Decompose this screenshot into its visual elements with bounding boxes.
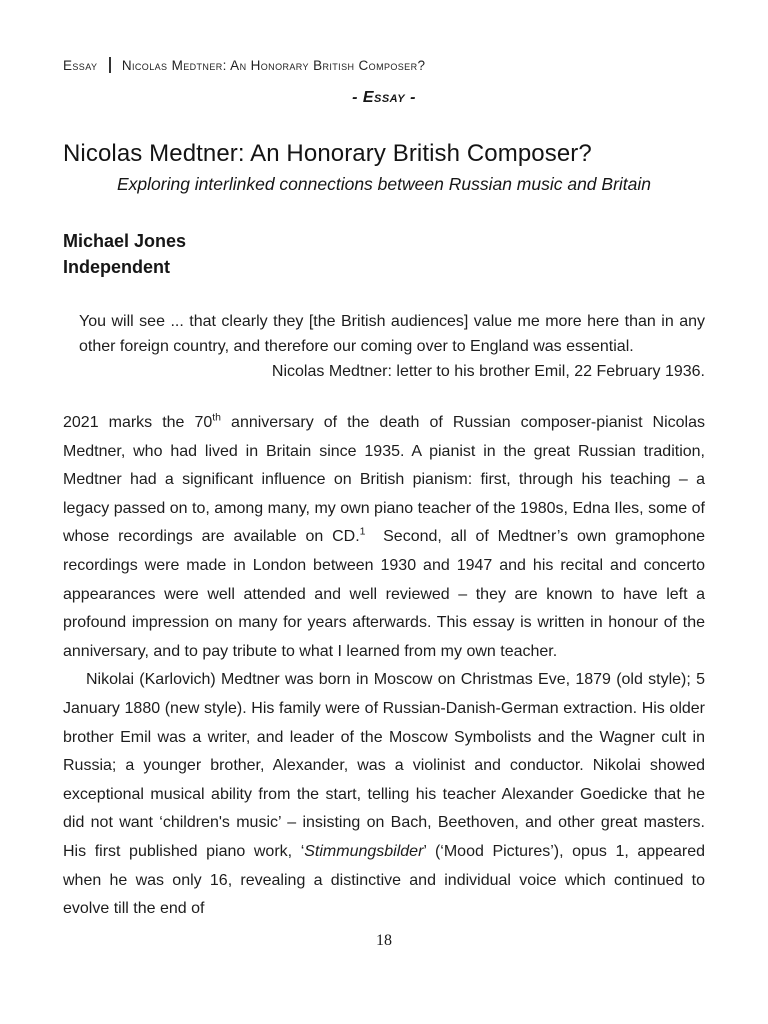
paragraph-text-segment: Second, all of Medtner’s own gramophone recordings were made in London between 1930 and 1947 and his recital and concerto appearances were well attended and well reviewed – they are known to have left a profound impression on many for years afterwards. This essay is written in honour of the anniversary, and to pay tribute to what I learned from my own teacher. (63, 528, 705, 660)
running-head-separator-bar (109, 57, 111, 73)
footnote-reference: 1 (359, 526, 366, 539)
running-head (63, 57, 705, 73)
running-head-title: Nicolas Medtner: An Honorary British Composer? (121, 57, 426, 73)
ordinal-suffix-superscript: th (212, 411, 222, 424)
section-label: - Essay - (352, 89, 416, 106)
article-subtitle: Exploring interlinked connections between Russian music and Britain (116, 174, 652, 194)
page-number: 18 (376, 931, 392, 949)
paragraph-text-segment: anniversary of the death of Russian composer-pianist Nicolas Medtner, who had lived in Britain since 1935. A pianist in the great Russian tradition, Medtner had a significant influence on British pianism: first, through his teaching – a legacy passed on to, among many, my own piano teacher of the 1980s, Edna Iles, some of whose recordings are available on CD. (63, 414, 705, 546)
paragraph-text-segment: ’ (‘Mood Pictures’), opus 1, appeared when he was only 16, revealing a distinctive and individual voice which continued to evolve till the end of (63, 842, 705, 918)
paragraph-text-segment: Nikolai (Karlovich) Medtner was born in Moscow on Christmas Eve, 1879 (old style); 5 January 1880 (new style). His family were of Russian-Danish-German extraction. His older brother Emil was a writer, and leader of the Moscow Symbolists and the Wagner cult in Russia; a younger brother, Alexander, was a violinist and conductor. Nikolai showed exceptional musical ability from the start, telling his teacher Alexander Goedicke that he did not want ‘children's music’ – insisting on Bach, Beethoven, and other great masters. His first published piano work, ‘ (63, 671, 705, 860)
epigraph-text: You will see ... that clearly they [the British audiences] value me more here than in any other foreign country, and therefore our coming over to England was essential. (79, 313, 705, 355)
epigraph-attribution: Nicolas Medtner: letter to his brother Emil, 22 February 1936. (271, 363, 705, 380)
paragraph-2 (63, 666, 705, 923)
author-name: Michael Jones (63, 231, 187, 251)
paragraph-1 (63, 409, 705, 666)
running-head-section: Essay (63, 57, 98, 73)
author-affiliation: Independent (63, 257, 170, 277)
author-block (63, 228, 705, 280)
italic-work-title: Stimmungsbilder (304, 842, 424, 860)
paragraph-text-segment: 2021 marks the 70 (63, 414, 213, 431)
article-title: Nicolas Medtner: An Honorary British Composer? (63, 140, 592, 167)
article-body (63, 409, 705, 924)
epigraph-quote (79, 309, 705, 384)
